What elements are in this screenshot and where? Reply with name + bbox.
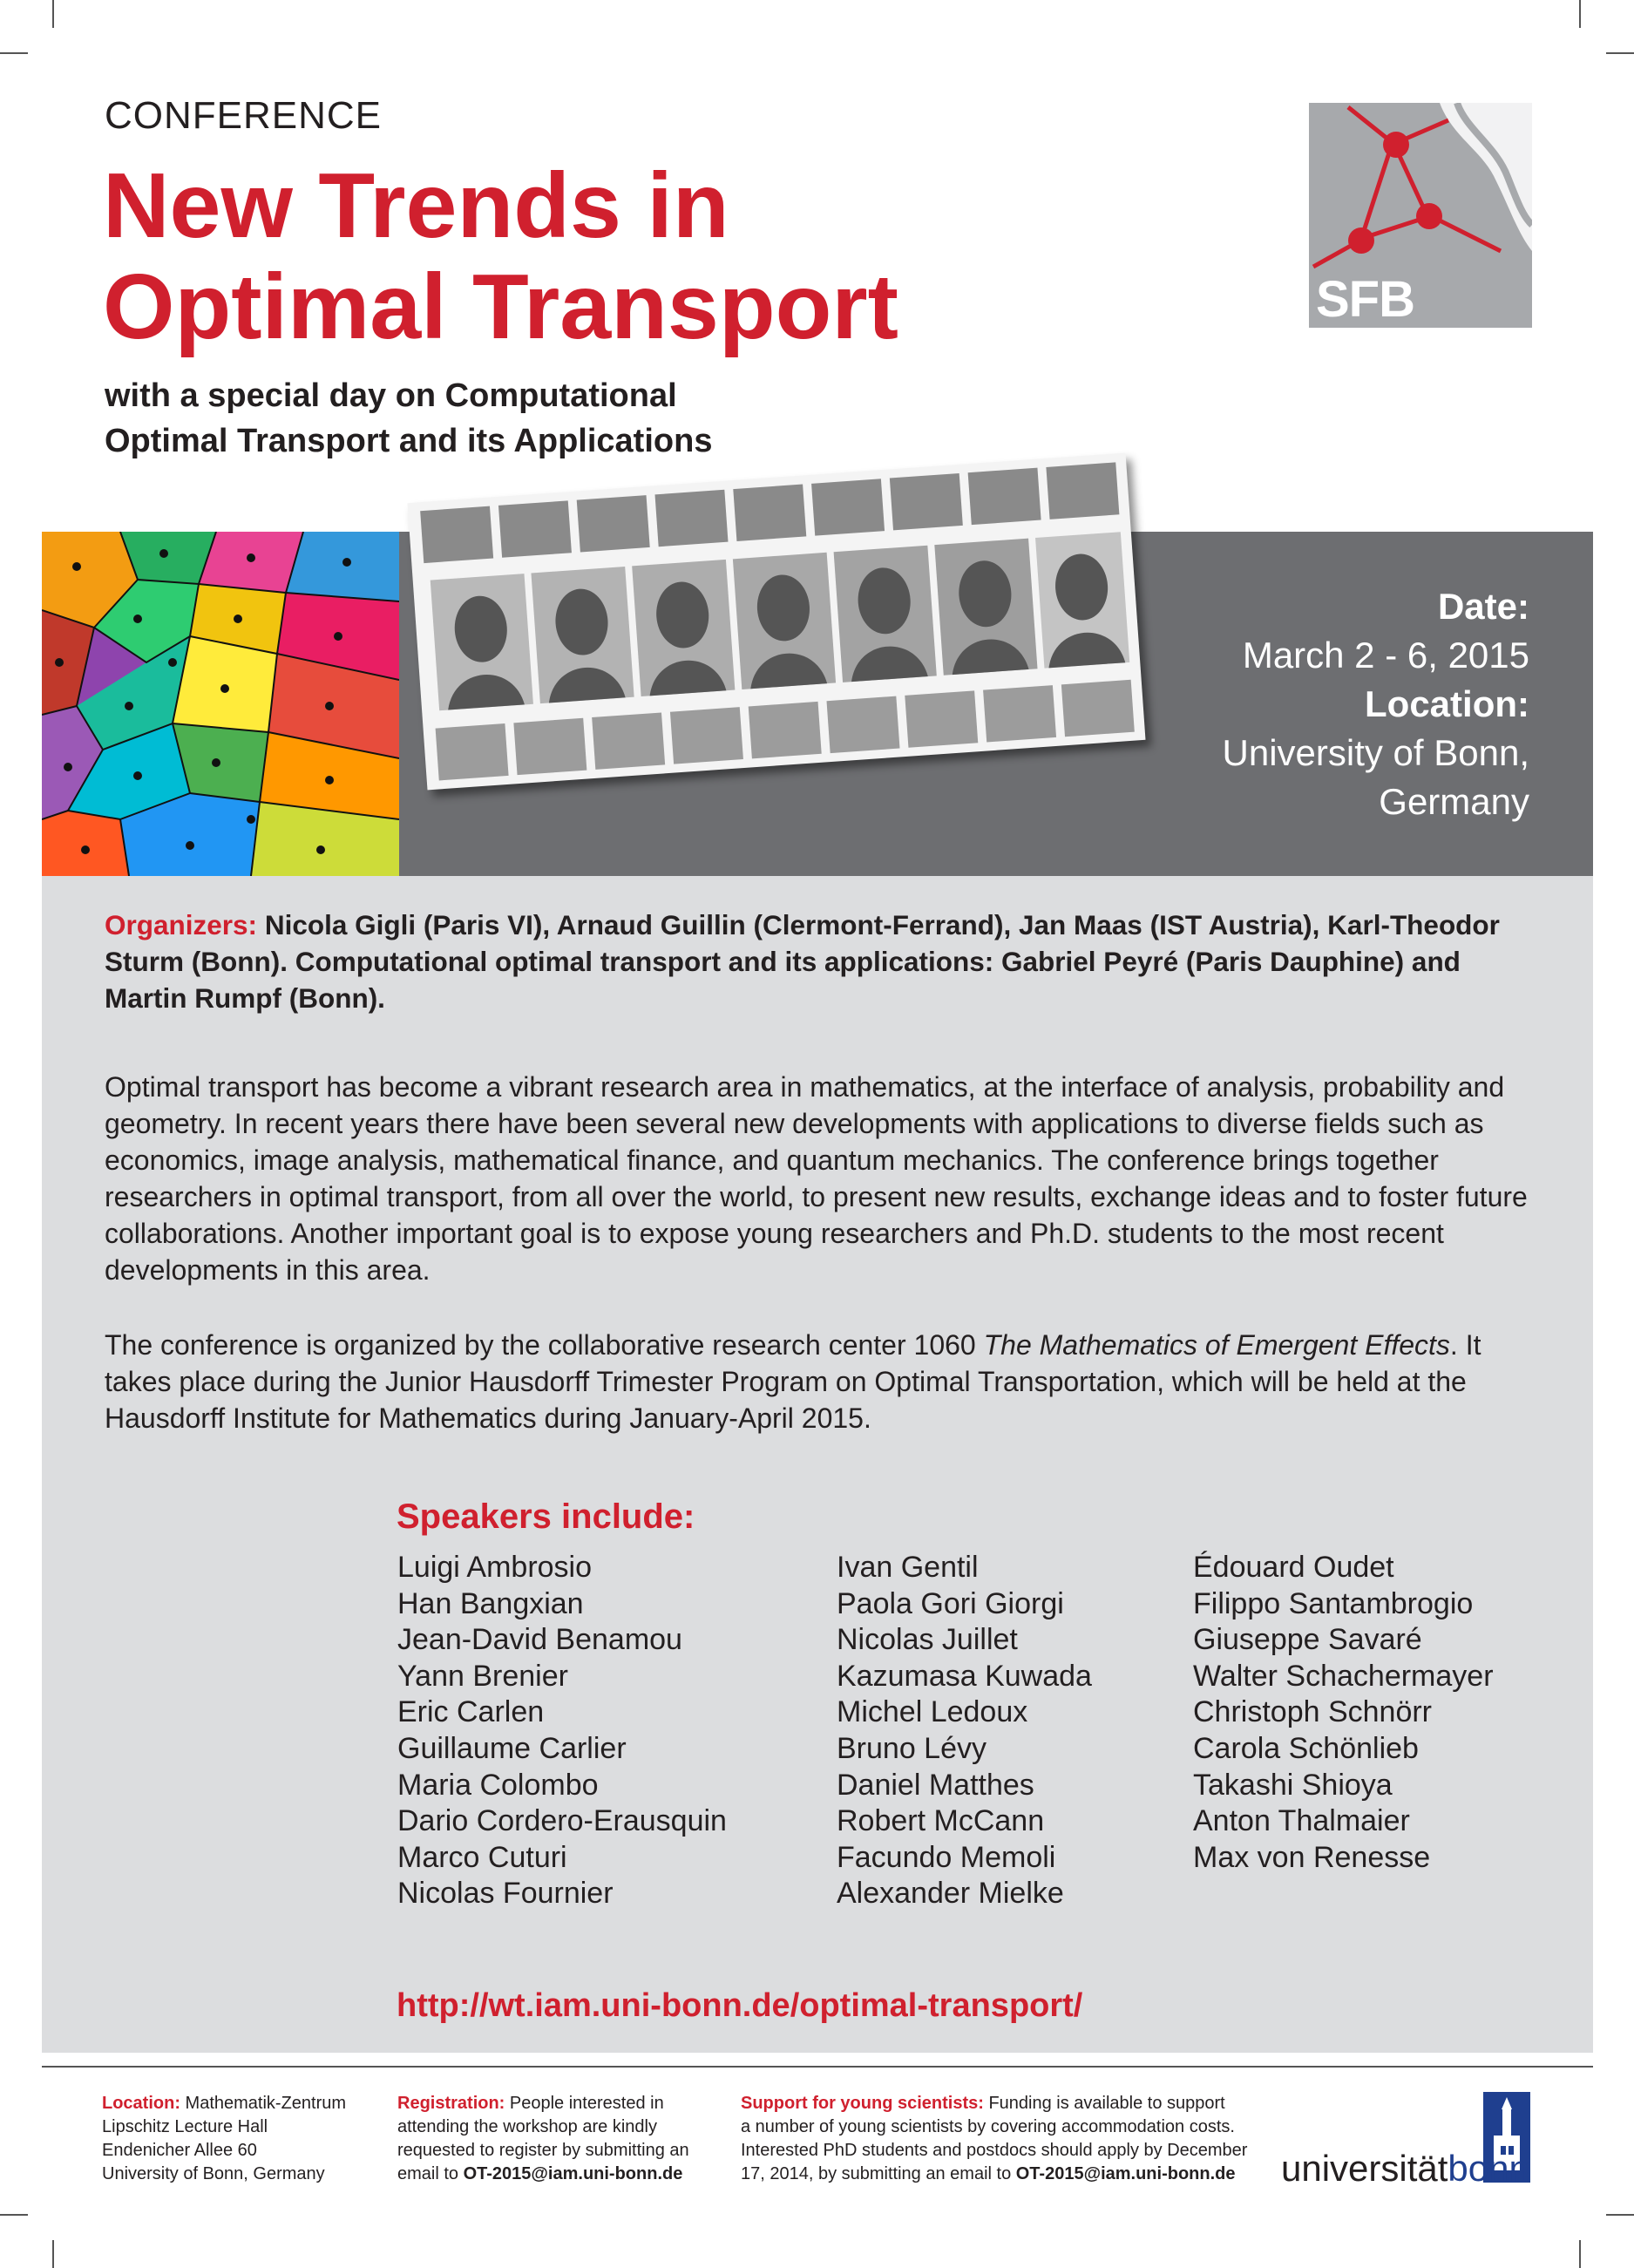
footer-registration-line-3: requested to register by submitting an	[397, 2141, 689, 2160]
speaker-name: Christoph Schnörr	[1193, 1695, 1433, 1729]
speaker-name: Kazumasa Kuwada	[837, 1659, 1092, 1693]
footer-location-line-1: Mathematik-Zentrum	[180, 2094, 347, 2113]
footer-divider	[42, 2066, 1593, 2068]
speakers-heading: Speakers include:	[397, 1497, 695, 1536]
registration-email-link[interactable]: OT-2015@iam.uni-bonn.de	[463, 2164, 683, 2183]
footer-registration-line-2: attending the workshop are kindly	[397, 2117, 657, 2136]
speaker-name: Guillaume Carlier	[397, 1731, 627, 1765]
speaker-name: Maria Colombo	[397, 1768, 599, 1802]
content-panel	[42, 876, 1593, 2053]
location-label: Location:	[1365, 683, 1529, 724]
footer-location-label: Location:	[102, 2094, 180, 2113]
support-email-link[interactable]: OT-2015@iam.uni-bonn.de	[1015, 2164, 1236, 2183]
title-line-1: New Trends in	[103, 154, 729, 257]
speaker-name: Nicolas Fournier	[397, 1877, 614, 1911]
event-location-line-2: Germany	[1379, 781, 1529, 822]
speaker-name: Michel Ledoux	[837, 1695, 1028, 1729]
speaker-name: Bruno Lévy	[837, 1731, 987, 1765]
speaker-name: Filippo Santambrogio	[1193, 1586, 1474, 1620]
speaker-name: Daniel Matthes	[837, 1768, 1034, 1802]
footer-registration	[397, 2092, 729, 2186]
speaker-name: Nicolas Juillet	[837, 1623, 1018, 1657]
speaker-name: Paola Gori Giorgi	[837, 1586, 1064, 1620]
event-location-line-1: University of Bonn,	[1222, 732, 1529, 773]
speakers-column-3	[1193, 1550, 1494, 1876]
description-paragraph-2-start: The conference is organized by the collaborative research center 1060	[105, 1329, 984, 1361]
crop-mark	[0, 2214, 28, 2216]
page-subtitle	[105, 373, 712, 464]
organizers-label: Organizers:	[105, 909, 258, 940]
speaker-name: Giuseppe Savaré	[1193, 1623, 1422, 1657]
footer-registration-line-4: email to	[397, 2164, 464, 2183]
conference-kicker: CONFERENCE	[105, 94, 383, 137]
organizers-paragraph	[105, 907, 1534, 1016]
university-bonn-logo	[1281, 2148, 1529, 2190]
subtitle-line-2: Optimal Transport and its Applications	[105, 423, 713, 459]
footer-support-line-4: 17, 2014, by submitting an email to	[741, 2164, 1016, 2183]
crop-mark	[52, 0, 54, 28]
date-label: Date:	[1437, 586, 1529, 627]
voronoi-diagram-image	[42, 532, 399, 876]
event-details	[1076, 582, 1529, 826]
speaker-name: Luigi Ambrosio	[397, 1551, 593, 1584]
speaker-name: Anton Thalmaier	[1193, 1804, 1410, 1838]
speaker-name: Han Bangxian	[397, 1586, 584, 1620]
speaker-name: Walter Schachermayer	[1193, 1659, 1494, 1693]
subtitle-line-1: with a special day on Computational	[105, 377, 677, 414]
conference-website-link[interactable]: http://wt.iam.uni-bonn.de/optimal-transport/	[397, 1987, 1083, 2024]
sfb-logo-text: SFB 1060	[1316, 271, 1426, 386]
footer-support-label: Support for young scientists:	[741, 2094, 984, 2113]
speaker-name: Ivan Gentil	[837, 1551, 979, 1584]
crop-mark	[1579, 2240, 1581, 2268]
portrait-film-strip	[407, 453, 1145, 791]
speaker-name: Facundo Memoli	[837, 1840, 1056, 1874]
crop-mark	[1606, 2214, 1634, 2216]
footer-registration-label: Registration:	[397, 2094, 505, 2113]
research-center-title: The Mathematics of Emergent Effects	[983, 1329, 1450, 1361]
speaker-name: Alexander Mielke	[837, 1877, 1064, 1911]
speaker-name: Eric Carlen	[397, 1695, 545, 1729]
page-title	[103, 155, 898, 357]
speakers-column-2	[837, 1550, 1092, 1912]
footer-support	[741, 2092, 1264, 2186]
speaker-name: Takashi Shioya	[1193, 1768, 1393, 1802]
footer-support-line-3: Interested PhD students and postdocs should apply by December	[741, 2141, 1248, 2160]
description-paragraph-1: Optimal transport has become a vibrant research area in mathematics, at the interface of analysis, probability and geometry. In recent years there have been several new developments with applications to diverse fields such as economics, image analysis, mathematical finance, and quantum mechanics. The conference brings together researchers in optimal transport, from all over the world, to present new results, exchange ideas and to foster future collaborations. Another important goal is to expose young researchers and Ph.D. students to the most recent developments in this area.	[105, 1071, 1528, 1286]
footer-support-line-2: a number of young scientists by covering accommodation costs.	[741, 2117, 1235, 2136]
crop-mark	[1579, 0, 1581, 28]
title-line-2: Optimal Transport	[103, 255, 898, 358]
footer-location-line-2: Lipschitz Lecture Hall	[102, 2117, 268, 2136]
speaker-name: Édouard Oudet	[1193, 1551, 1394, 1584]
speaker-name: Max von Renesse	[1193, 1840, 1431, 1874]
description-paragraph-2	[105, 1327, 1542, 1436]
speaker-name: Dario Cordero-Erausquin	[397, 1804, 727, 1838]
speaker-name: Jean-David Benamou	[397, 1623, 682, 1657]
speaker-name: Carola Schönlieb	[1193, 1731, 1419, 1765]
footer-location-line-3: Endenicher Allee 60	[102, 2141, 257, 2160]
speaker-name: Marco Cuturi	[397, 1840, 567, 1874]
description-paragraph-2-end: . It takes place during the Junior Hausdorff Trimester Program on Optimal Transportation, which will be held at the Hausdorff Institute for Mathematics during January-April 2015.	[105, 1329, 1481, 1434]
crop-mark	[52, 2240, 54, 2268]
speaker-name: Robert McCann	[837, 1804, 1045, 1838]
university-logo-text-b: bonn	[1448, 2148, 1529, 2189]
speaker-name: Yann Brenier	[397, 1659, 568, 1693]
speakers-column-1	[397, 1550, 727, 1912]
footer-location	[102, 2092, 381, 2186]
footer-support-line-1: Funding is available to support	[983, 2094, 1225, 2113]
organizers-text: Nicola Gigli (Paris VI), Arnaud Guillin (Clermont-Ferrand), Jan Maas (IST Austria), Karl-Theodor Sturm (Bonn). Computational optimal transport and its applications: Gabriel Peyré (Paris Dauphine) and Martin Rumpf (Bonn).	[105, 909, 1500, 1014]
university-logo-text-a: universität	[1281, 2148, 1448, 2189]
footer-registration-line-1: People interested in	[505, 2094, 664, 2113]
sfb-logo	[1309, 103, 1532, 386]
crop-mark	[1606, 52, 1634, 54]
crop-mark	[0, 52, 28, 54]
event-date: March 2 - 6, 2015	[1242, 635, 1529, 676]
footer-location-line-4: University of Bonn, Germany	[102, 2164, 325, 2183]
